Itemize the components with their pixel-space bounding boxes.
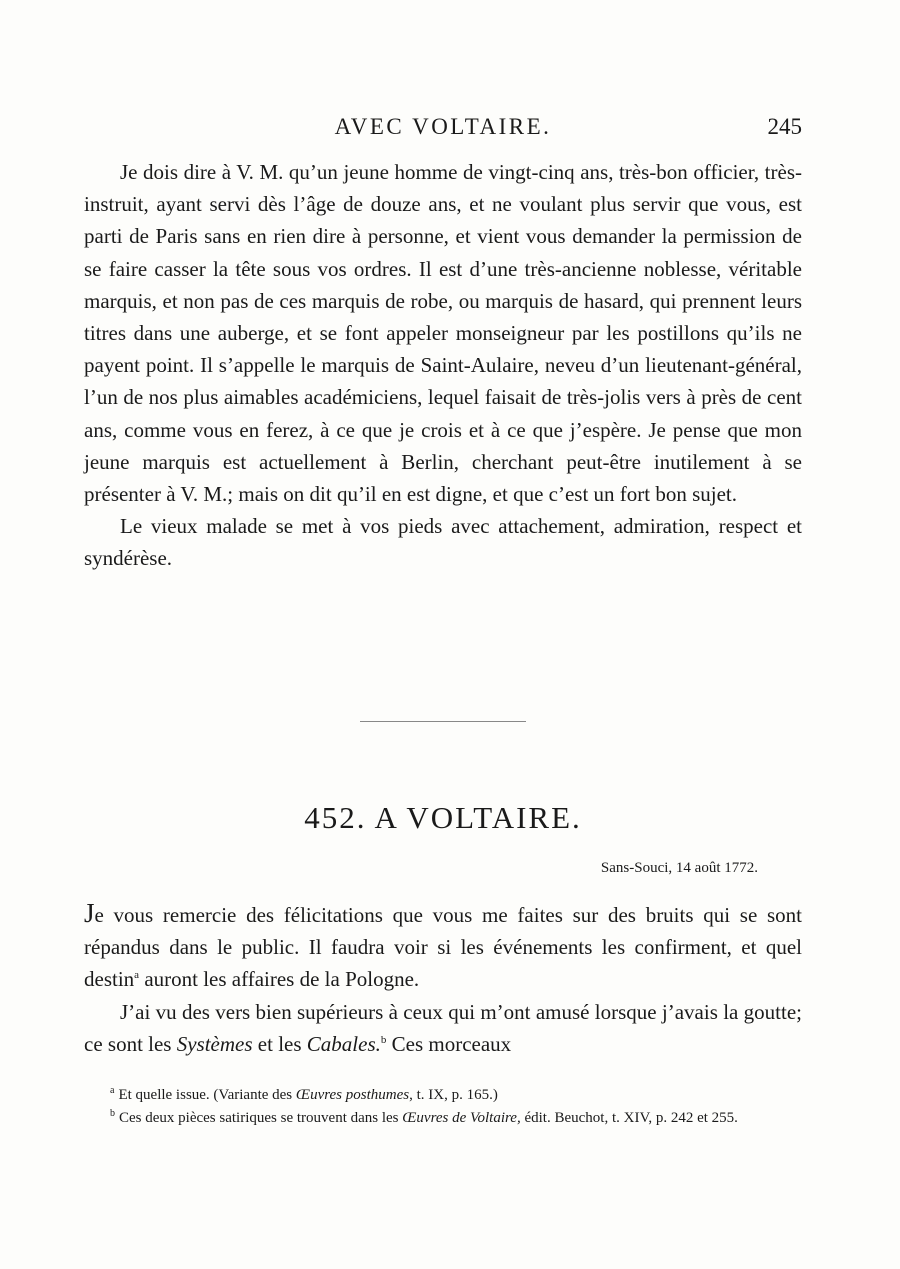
work-title: Systèmes xyxy=(176,1031,253,1056)
text-run: édit. Beuchot, t. XIV, p. 242 et 255. xyxy=(520,1110,738,1126)
footnote-mark: a xyxy=(110,1085,115,1096)
text-run: auront les affaires de la Pologne. xyxy=(139,967,420,992)
text-run: e vous remercie des félicitations que vous me faites sur des bruits qui se sont répandus dans le public. Il faudra voir si les événements les confirment, et quel destin xyxy=(84,903,802,992)
page-number: 245 xyxy=(767,114,802,139)
letter-text xyxy=(84,897,802,1060)
text-run: Et quelle issue. (Variante des xyxy=(118,1087,296,1103)
footnote xyxy=(84,1084,802,1107)
text-run: et les xyxy=(252,1031,307,1056)
paragraph xyxy=(84,996,802,1060)
footnotes xyxy=(84,1084,802,1130)
paragraph: Je dois dire à V. M. qu’un jeune homme de vingt-cinq ans, très-bon officier, très-instruit, ayant servi dès l’âge de douze ans, et ne voulant plus servir que vous, est parti de Paris sans en rien dire à personne, et vient vous demander la permission de se faire casser la tête sous vos ordres. Il est d’une très-ancienne noblesse, véritable marquis, et non pas de ces marquis de robe, ou marquis de hasard, qui prennent leurs titres dans une auberge, et se font appeler monseigneur par les postillons qu’ils ne payent point. Il s’appelle le marquis de Saint-Aulaire, neveu d’un lieutenant-général, l’un de nos plus aimables académiciens, lequel faisait de très-jolis vers à près de cent ans, comme vous en ferez, à ce que je crois et à ce que j’espère. Je pense que mon jeune marquis est actuellement à Berlin, cherchant peut-être inutilement à se présenter à V. M.; mais on dit qu’il en est digne, et que c’est un fort bon sujet. xyxy=(84,160,802,507)
footnote-mark: b xyxy=(110,1108,115,1119)
running-title: AVEC VOLTAIRE. xyxy=(334,114,552,139)
text-run: J’ai vu des vers bien supérieurs à ceux qui m’ont amusé lorsque j’avais la goutte; ce sont les xyxy=(84,999,802,1056)
footnote xyxy=(84,1107,802,1130)
text-run: , t. IX, p. 165.) xyxy=(409,1087,498,1103)
paragraph: Le vieux malade se met à vos pieds avec attachement, admiration, respect et syndérèse. xyxy=(84,514,802,571)
paragraph xyxy=(84,897,802,996)
dateline: Sans-Souci, 14 août 1772. xyxy=(600,860,758,876)
previous-letter-text xyxy=(84,156,802,575)
work-title: Œuvres posthumes xyxy=(295,1087,410,1103)
initial-letter: J xyxy=(84,898,95,928)
text-run: Ces deux pièces satiriques se trouvent dans les xyxy=(119,1110,403,1126)
letter-heading: 452. A VOLTAIRE. xyxy=(304,800,582,835)
footnote-ref[interactable]: b xyxy=(380,1033,387,1046)
text-run: Ces morceaux xyxy=(386,1031,512,1056)
footnote-ref[interactable]: a xyxy=(134,969,140,982)
work-title: Œuvres de Voltaire, xyxy=(402,1110,521,1126)
running-head xyxy=(84,114,802,144)
section-divider xyxy=(360,721,526,722)
work-title: Cabales. xyxy=(306,1031,381,1056)
